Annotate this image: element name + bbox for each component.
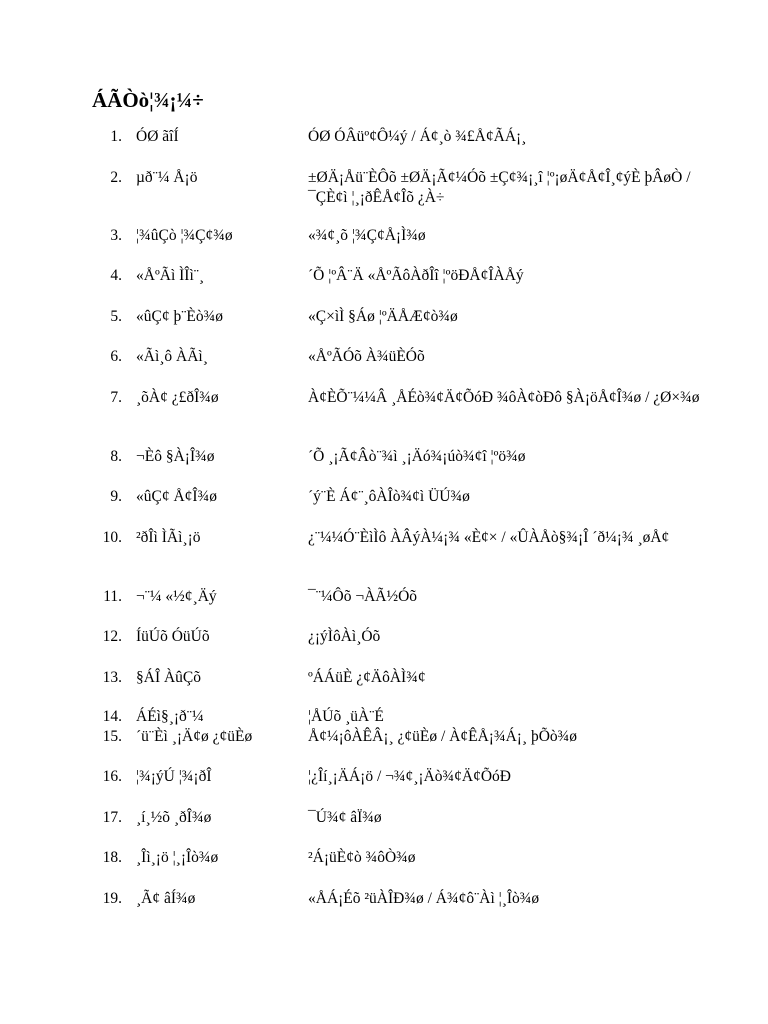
item-definition: ¦ÅÚõ ¸üÀ¨É xyxy=(308,708,384,725)
item-term: ¦¾ûÇò ¦¾Ç¢¾ø xyxy=(136,227,233,244)
item-definition: ±ØÄ¡Åü¨ÈÔõ ±ØÄ¡Ã¢¼Óõ ±Ç¢¾¡¸î ¦º¡øÄ¢Å¢Î¸¢ýÈ þÂøÒ / ¯ÇÈ¢ì ¦¸¡ðÊÅ¢Îõ ¿À÷ xyxy=(308,169,691,206)
item-definition: «Ç×ìÌ §Áø ¦ºÄÅÆ¢ò¾ø xyxy=(308,308,458,325)
page-title: ÁÃÒò¦¾¡¼÷ xyxy=(92,88,204,112)
item-definition: ´Õ ¦ºÂ¨Ä «ÅºÃôÀðÎî ¦ºöÐÅ¢ÎÀÅý xyxy=(308,267,524,284)
item-definition: «¾¢¸õ ¦¾Ç¢Å¡Ì¾ø xyxy=(308,227,426,244)
item-number: 11. xyxy=(103,588,122,605)
item-definition: Å¢¼¡ôÀÊÂ¡¸ ¿¢üÈø / À¢ÊÅ¡¾Á¡¸ þÕò¾ø xyxy=(308,728,578,745)
item-number: 10. xyxy=(102,529,122,546)
item-definition: ¯¨¼Ôõ ¬ÀÃ½Óõ xyxy=(308,588,418,605)
item-number: 19. xyxy=(102,890,122,907)
item-term: §ÁÎ ÀûÇõ xyxy=(136,669,202,686)
item-term: ¬Èô §À¡Î¾ø xyxy=(136,448,215,465)
item-number: 7. xyxy=(110,389,122,406)
item-term: µð¨¼ Å¡ö xyxy=(136,169,198,186)
item-definition: ¿¡ýÌôÀì¸Óõ xyxy=(308,628,381,645)
item-definition: «ÅÁ¡Éõ ²üÀÎÐ¾ø / Á¾¢ô¨Àì ¦¸Îò¾ø xyxy=(308,890,540,907)
item-term: ¬¨¼ «½¢¸Äý xyxy=(136,588,217,605)
item-term: «ûÇ¢ Å¢Î¾ø xyxy=(136,488,217,505)
item-definition: ¿¨¼¼Ó¨ÈìÌô ÀÂýÀ¼¡¾ «È¢× / «ÛÀÅò§¾¡Î ´ð¼¡¾ ¸øÅ¢ xyxy=(308,529,670,546)
item-definition: ºÁÁüÈ ¿¢ÄôÀÌ¾¢ xyxy=(308,669,426,686)
item-term: «Ãì¸ô ÀÃì¸ xyxy=(136,348,208,365)
item-number: 15. xyxy=(102,728,122,745)
item-definition: ´ý¨È Á¢¨¸ôÀÎò¾¢ì ÜÚ¾ø xyxy=(308,488,470,505)
item-definition: «ÅºÃÓõ À¾üÈÓõ xyxy=(308,348,425,365)
item-number: 9. xyxy=(110,488,122,505)
item-number: 18. xyxy=(102,849,122,866)
item-term: ´ü¨Èì ¸¡Ä¢ø ¿¢üÈø xyxy=(136,728,253,745)
item-definition: À¢ÈÕ¨¼¼Â ¸ÅÉò¾¢Ä¢ÕóÐ ¾ôÀ¢òÐô §À¡öÅ¢Î¾ø / ¿Ø×¾ø xyxy=(308,389,700,406)
item-number: 4. xyxy=(110,267,122,284)
item-definition: ²Á¡üÈ¢ò ¾ôÒ¾ø xyxy=(308,849,416,866)
item-definition: ÓØ ÓÂüº¢Ô¼ý / Á¢¸ò ¾£Å¢ÃÁ¡¸ xyxy=(308,128,527,145)
item-definition: ¦¿Îí¸¡ÄÁ¡ö / ¬¾¢¸¡Äò¾¢Ä¢ÕóÐ xyxy=(308,768,511,785)
item-term: «ÅºÃì ÌÎì¨¸ xyxy=(136,267,205,284)
item-term: ¸Ã¢ âÍ¾ø xyxy=(136,890,196,907)
item-number: 12. xyxy=(102,628,122,645)
item-number: 5. xyxy=(110,308,122,325)
item-term: «ûÇ¢ þ¨Èò¾ø xyxy=(136,308,223,325)
item-term: ÓØ ãîÍ xyxy=(136,128,179,145)
item-term: ¸Îì¸¡ö ¦¸¡Îò¾ø xyxy=(136,849,219,866)
item-number: 14. xyxy=(102,708,122,725)
item-number: 3. xyxy=(110,227,122,244)
item-number: 1. xyxy=(110,128,122,145)
item-term: ¦¾¡ýÚ ¦¾¡ðÎ xyxy=(136,768,212,785)
item-term: ¸í¸½õ ¸ðÎ¾ø xyxy=(136,809,212,826)
item-term: ²ðÎì ÌÃì¸¡ö xyxy=(136,529,201,546)
item-number: 17. xyxy=(102,809,122,826)
item-number: 8. xyxy=(110,448,122,465)
item-term: ÁÉì§¸¡ð¨¼ xyxy=(136,708,204,725)
item-definition: ¯Ú¾¢ âÏ¾ø xyxy=(308,809,382,826)
item-number: 2. xyxy=(110,169,122,186)
item-term: ¸õÀ¢ ¿£ðÎ¾ø xyxy=(136,389,219,406)
item-number: 13. xyxy=(102,669,122,686)
item-term: ÍüÚõ ÓüÚõ xyxy=(136,628,210,645)
item-number: 6. xyxy=(110,348,122,365)
item-definition: ´Õ ¸¡Ã¢Âò¨¾ì ¸¡Äó¾¡úò¾¢î ¦ºö¾ø xyxy=(308,448,526,465)
item-number: 16. xyxy=(102,768,122,785)
